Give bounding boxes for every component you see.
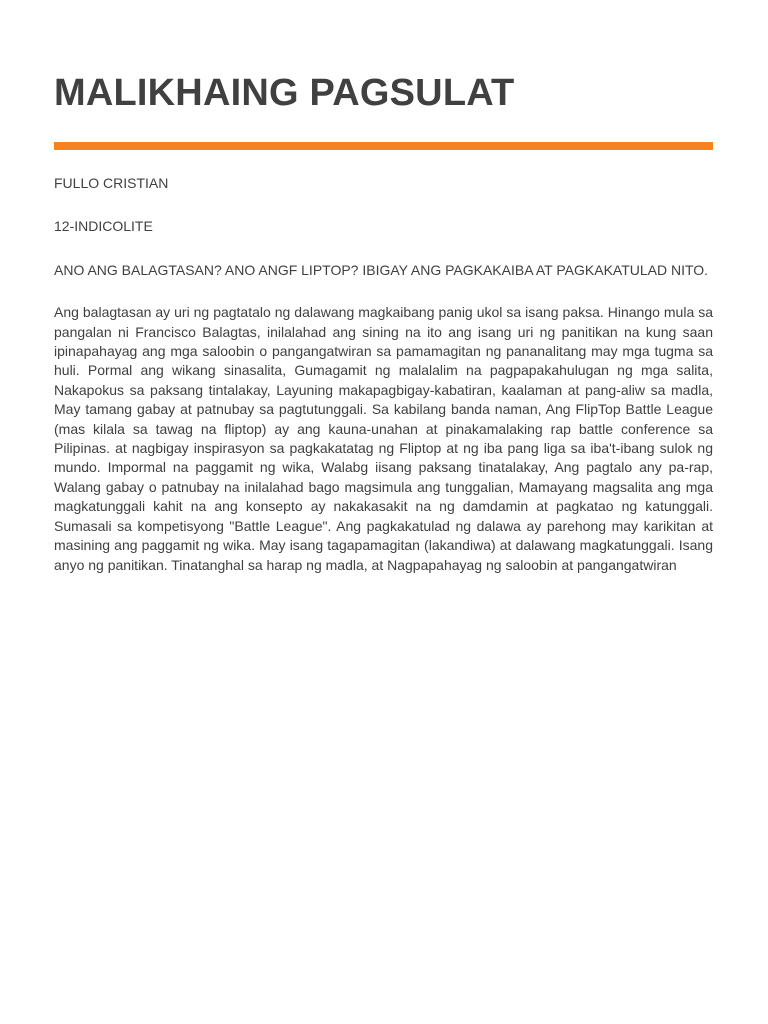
section-name: 12-INDICOLITE [54, 218, 153, 235]
document-page [54, 0, 713, 575]
document-title: MALIKHAING PAGSULAT [54, 72, 515, 114]
question-text: ANO ANG BALAGTASAN? ANO ANGF LIPTOP? IBIGAY ANG PAGKAKAIBA AT PAGKAKATULAD NITO. [54, 261, 709, 278]
title-divider [54, 142, 713, 150]
author-name: FULLO CRISTIAN [54, 175, 169, 191]
body-paragraph: Ang balagtasan ay uri ng pagtatalo ng dalawang magkaibang panig ukol sa isang paksa. Hinango mula sa pangalan ni Francisco Balagtas, inilalahad ang sining na ito ang isang uri ng panitikan na kung saan ipinapahayag ang mga saloobin o pangangatwiran sa pamamagitan ng pananalitang may mga tugma sa huli. Pormal ang wikang sinasalita, Gumagamit ng malalalim na pagpapakahulugan ng mga salita, Nakapokus sa paksang tintalakay, Layuning makapagbigay-kabatiran, kaalaman at pang-aliw sa madla, May tamang gabay at patnubay sa pagtutunggali. Sa kabilang banda naman, Ang FlipTop Battle League (mas kilala sa tawag na fliptop) ay ang kauna-unahan at pinakamalaking rap battle conference sa Pilipinas. at nagbigay inspirasyon sa pagkakatatag ng Fliptop at ng iba pang liga sa iba't-ibang sulok ng mundo. Impormal na paggamit ng wika, Walabg iisang paksang tinatalakay, Ang pagtalo any pa-rap, Walang gabay o patnubay na inilalahad bago magsimula ang tunggalian, Mamayang magsalita ang mga magkatunggali kahit na ang konsepto ay nakakasakit na ng damdamin at pagkatao ng katunggali. Sumasali sa kompetisyong "Battle League". Ang pagkakatulad ng dalawa ay parehong may karikitan at masining ang paggamit ng wika. May isang tagapamagitan (lakandiwa) at dalawang magkatunggali. Isang anyo ng panitikan. Tinatanghal sa harap ng madla, at Nagpapahayag ng saloobin at pangangatwiran [54, 304, 713, 573]
